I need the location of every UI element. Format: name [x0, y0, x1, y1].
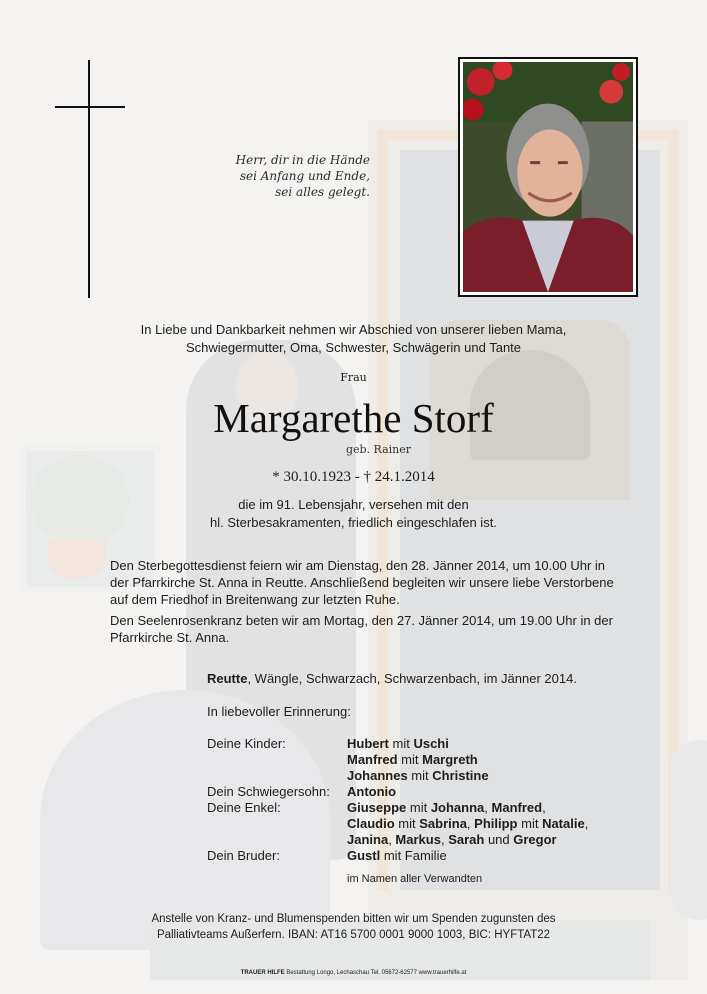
cross-icon-bar [55, 106, 125, 108]
rosary-line: Den Seelenrosenkranz beten wir am Mortag, den 27. Jänner 2014, um 19.00 Uhr in der [110, 613, 613, 628]
family-children [207, 736, 588, 784]
family-entry: Antonio [347, 784, 397, 799]
family-soninlaw [207, 784, 588, 800]
family-entry: Giuseppe mit Johanna, Manfred, [347, 800, 546, 815]
life-dates: * 30.10.1923 - † 24.1.2014 [272, 469, 435, 485]
verse [210, 152, 370, 200]
family-label: Dein Schwiegersohn: [207, 784, 330, 799]
age-text [0, 496, 707, 532]
footer-credit [0, 970, 707, 976]
family-label: Dein Bruder: [207, 848, 280, 863]
verse-line: Herr, dir in die Hände [235, 153, 370, 167]
funeral-line: auf dem Friedhof in Breitenwang zur letzten Ruhe. [110, 592, 400, 607]
footer-brand: TRAUER HILFE [240, 970, 285, 976]
portrait-photo [458, 57, 638, 297]
family-label: Deine Kinder: [207, 736, 286, 751]
place-date [207, 671, 577, 686]
age-line: hl. Sterbesakramenten, friedlich eingeschlafen ist. [210, 515, 497, 530]
all-relatives: im Namen aller Verwandten [347, 873, 483, 885]
intro-line: In Liebe und Dankbarkeit nehmen wir Abschied von unserer lieben Mama, [140, 322, 567, 337]
funeral-line: Den Sterbegottesdienst feiern wir am Dienstag, den 28. Jänner 2014, um 10.00 Uhr in [110, 558, 606, 573]
family-grandchildren [207, 800, 588, 848]
family-brother [207, 848, 588, 864]
family-entry: Manfred mit Margreth [347, 752, 478, 767]
family-all [207, 871, 588, 887]
cross-icon [88, 60, 90, 298]
memory-heading: In liebevoller Erinnerung: [207, 704, 351, 719]
donation-line: Palliativteams Außerfern. IBAN: AT16 5700 0001 9000 1003, BIC: HYFTAT22 [156, 929, 551, 941]
birth-name: geb. Rainer [345, 443, 412, 456]
funeral-text [110, 557, 630, 608]
donation-line: Anstelle von Kranz- und Blumenspenden bitten wir um Spenden zugunsten des [151, 913, 556, 925]
family-entry: Johannes mit Christine [347, 768, 489, 783]
funeral-line: der Pfarrkirche St. Anna in Reutte. Anschließend begleiten wir unsere liebe Verstorbene [110, 575, 614, 590]
rosary-line: Pfarrkirche St. Anna. [110, 630, 230, 645]
family-entry: Janina, Markus, Sarah und Gregor [347, 832, 557, 847]
place-rest: , Wängle, Schwarzach, Schwarzenbach, im Jänner 2014. [247, 671, 577, 686]
family-entry: Gustl mit Familie [347, 848, 447, 863]
intro-line: Schwiegermutter, Oma, Schwester, Schwägerin und Tante [185, 340, 522, 355]
verse-line: sei alles gelegt. [275, 185, 370, 199]
intro-text [0, 321, 707, 357]
title-frau: Frau [340, 371, 367, 384]
donation-text [0, 911, 707, 943]
family-entry: Hubert mit Uschi [347, 736, 449, 751]
footer-rest: Bestattung Longo, Lechaschau Tel. 05672-62577 www.trauerhilfe.at [284, 970, 467, 976]
verse-line: sei Anfang und Ende, [239, 169, 370, 183]
age-line: die im 91. Lebensjahr, versehen mit den [238, 497, 469, 512]
place-town: Reutte [207, 671, 248, 686]
family-entry: Claudio mit Sabrina, Philipp mit Natalie, [347, 816, 589, 831]
family-list [207, 736, 588, 887]
family-label: Deine Enkel: [207, 800, 281, 815]
rosary-text [110, 612, 630, 646]
deceased-name: Margarethe Storf [213, 395, 494, 441]
